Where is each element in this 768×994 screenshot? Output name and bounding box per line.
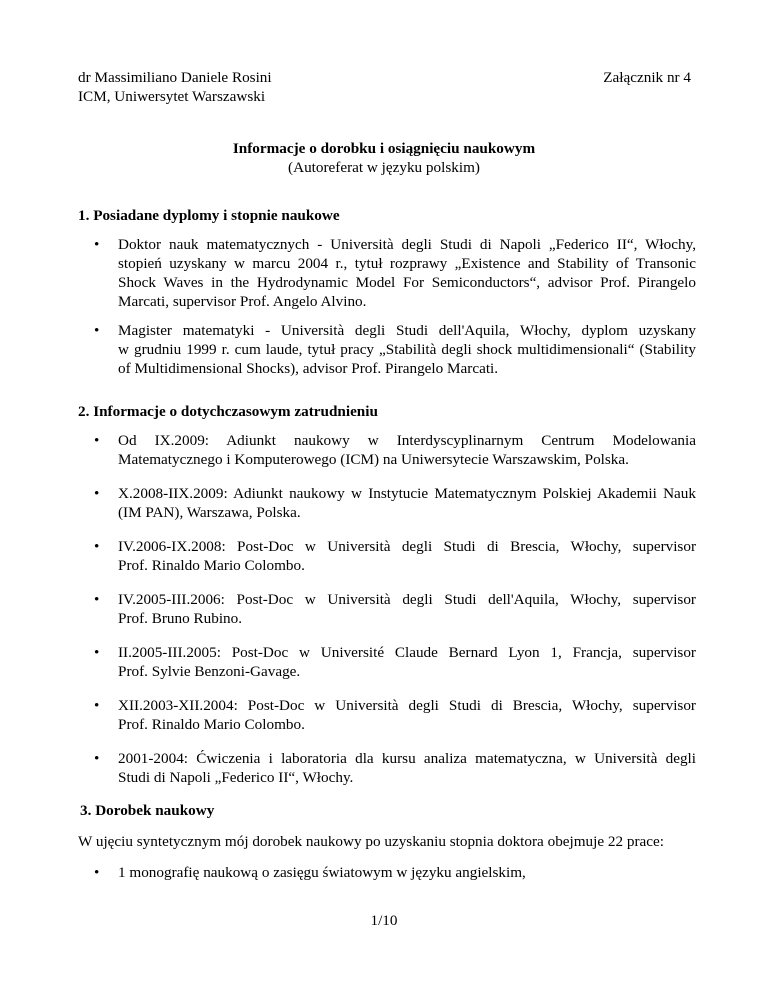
list-item-line: Prof. Sylvie Benzoni-Gavage. [118,663,301,680]
list-item-line: w grudniu 1999 r. cum laude, tytuł pracy „Stabilità degli shock multidimensionali“ (Stability [118,341,696,358]
bullet-marker: • [94,864,100,881]
list-item [118,590,696,628]
bullet-marker: • [94,697,100,714]
list-item-line: Magister matematyki - Università degli Studi dell'Aquila, Włochy, dyplom uzyskany [118,322,696,339]
list-item-line: Studi di Napoli „Federico II“, Włochy. [118,769,354,786]
list-item-line: Prof. Bruno Rubino. [118,610,243,627]
bullet-marker: • [94,432,100,449]
list-item [118,863,696,882]
list-item-line: X.2008-IIX.2009: Adiunkt naukowy w Instytucie Matematycznym Polskiej Akademii Nauk [118,485,696,502]
list-item-line: IV.2005-III.2006: Post-Doc w Università degli Studi dell'Aquila, Włochy, supervisor [118,591,696,608]
list-item [118,643,696,681]
bullet-marker: • [94,485,100,502]
list-item-line: Od IX.2009: Adiunkt naukowy w Interdyscyplinarnym Centrum Modelowania [118,432,696,449]
list-item [118,696,696,734]
list-item-line: II.2005-III.2005: Post-Doc w Université Claude Bernard Lyon 1, Francja, supervisor [118,644,696,661]
list-item-line: Shock Waves in the Hydrodynamic Model For Semiconductors“, advisor Prof. Pirangelo [118,274,696,291]
list-item-line: of Multidimensional Shocks), advisor Prof. Pirangelo Marcati. [118,360,499,377]
list-item-line: stopień uzyskany w marcu 2004 r., tytuł rozprawy „Existence and Stability of Transonic [118,255,696,272]
list-item [118,749,696,787]
page-number: 1/10 [370,912,398,929]
list-item-line: XII.2003-XII.2004: Post-Doc w Università degli Studi di Brescia, Włochy, supervisor [118,697,696,714]
bullet-marker: • [94,591,100,608]
list-item-line: (IM PAN), Warszawa, Polska. [118,504,301,521]
list-item-line: Doktor nauk matematycznych - Università degli Studi di Napoli „Federico II“, Włochy, [118,236,696,253]
section-heading-achievements: 3. Dorobek naukowy [80,802,215,819]
list-item [118,321,696,378]
document-subtitle: (Autoreferat w języku polskim) [288,159,480,176]
bullet-marker: • [94,236,100,253]
list-item-line: Prof. Rinaldo Mario Colombo. [118,557,305,574]
list-item [118,431,696,469]
document-title: Informacje o dorobku i osiągnięciu naukowym [232,140,536,157]
list-item [118,537,696,575]
list-item-line: IV.2006-IX.2008: Post-Doc w Università degli Studi di Brescia, Włochy, supervisor [118,538,696,555]
attachment-label: Załącznik nr 4 [603,69,691,86]
list-item-line: Matematycznego i Komputerowego (ICM) na Uniwersytecie Warszawskim, Polska. [118,451,629,468]
bullet-marker: • [94,644,100,661]
section-intro: W ujęciu syntetycznym mój dorobek naukowy po uzyskaniu stopnia doktora obejmuje 22 prace: [78,833,664,850]
author-affiliation: ICM, Uniwersytet Warszawski [78,88,266,105]
bullet-marker: • [94,322,100,339]
list-item [118,235,696,311]
bullet-marker: • [94,538,100,555]
list-item [118,484,696,522]
section-heading-employment: 2. Informacje o dotychczasowym zatrudnieniu [78,403,378,420]
list-item-line: 1 monografię naukową o zasięgu światowym w języku angielskim, [118,864,526,881]
list-item-line: Marcati, supervisor Prof. Angelo Alvino. [118,293,367,310]
list-item-line: 2001-2004: Ćwiczenia i laboratoria dla kursu analiza matematyczna, w Università degli [118,750,696,767]
section-heading-degrees: 1. Posiadane dyplomy i stopnie naukowe [78,207,340,224]
bullet-marker: • [94,750,100,767]
list-item-line: Prof. Rinaldo Mario Colombo. [118,716,305,733]
author-name: dr Massimiliano Daniele Rosini [78,69,272,86]
